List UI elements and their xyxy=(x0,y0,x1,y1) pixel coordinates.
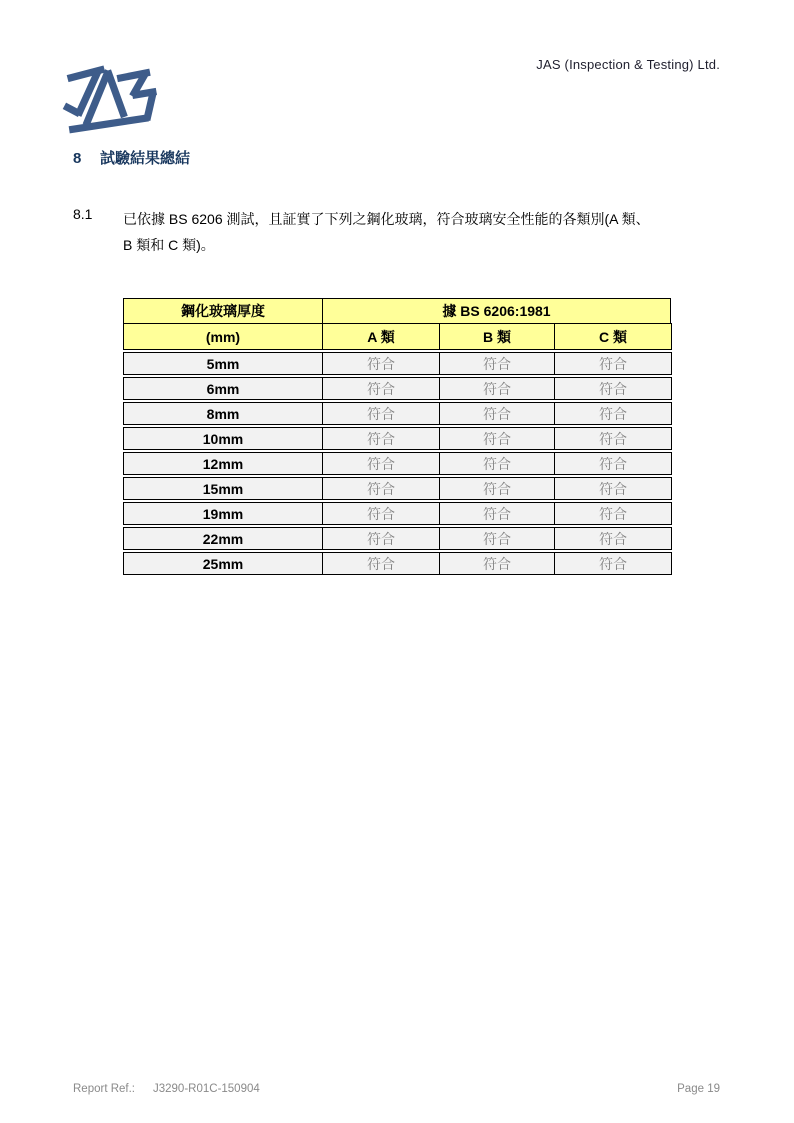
header-class-b: B 類 xyxy=(439,323,555,350)
header-thickness: 鋼化玻璃厚度 xyxy=(123,298,323,324)
row-class-c-result: 符合 xyxy=(554,527,672,550)
row-thickness: 15mm xyxy=(123,477,323,500)
clause-number: 8.1 xyxy=(73,206,93,222)
table-header-row-2 xyxy=(123,323,672,350)
clause-line-2: B 類和 C 類)。 xyxy=(123,237,215,253)
row-class-a-result: 符合 xyxy=(322,502,440,525)
page-footer xyxy=(73,1083,720,1095)
page-number: Page 19 xyxy=(677,1083,720,1095)
header-standard: 據 BS 6206:1981 xyxy=(322,298,671,324)
row-thickness: 25mm xyxy=(123,552,323,575)
table-header-row-1 xyxy=(123,298,672,324)
row-class-b-result: 符合 xyxy=(439,527,555,550)
report-ref-value: J3290-R01C-150904 xyxy=(153,1083,260,1095)
row-class-a-result: 符合 xyxy=(322,552,440,575)
row-class-c-result: 符合 xyxy=(554,477,672,500)
header-unit: (mm) xyxy=(123,323,323,350)
clause-text xyxy=(123,206,723,258)
table-row xyxy=(123,502,672,525)
table-row xyxy=(123,427,672,450)
row-thickness: 12mm xyxy=(123,452,323,475)
clause-line-1: 已依據 BS 6206 測試，且証實了下列之鋼化玻璃，符合玻璃安全性能的各類別(A 類、 xyxy=(123,211,650,227)
row-class-b-result: 符合 xyxy=(439,402,555,425)
row-class-c-result: 符合 xyxy=(554,502,672,525)
section-title: 試驗結果總結 xyxy=(100,150,191,167)
table-row xyxy=(123,402,672,425)
table-row xyxy=(123,452,672,475)
row-thickness: 8mm xyxy=(123,402,323,425)
row-class-b-result: 符合 xyxy=(439,552,555,575)
table-row xyxy=(123,527,672,550)
row-class-c-result: 符合 xyxy=(554,402,672,425)
row-class-a-result: 符合 xyxy=(322,477,440,500)
header-class-c: C 類 xyxy=(554,323,672,350)
row-class-b-result: 符合 xyxy=(439,377,555,400)
row-class-b-result: 符合 xyxy=(439,352,555,375)
row-thickness: 19mm xyxy=(123,502,323,525)
table-row xyxy=(123,477,672,500)
table-row xyxy=(123,352,672,375)
row-class-b-result: 符合 xyxy=(439,452,555,475)
row-class-c-result: 符合 xyxy=(554,352,672,375)
report-ref xyxy=(73,1083,260,1095)
header-class-a: A 類 xyxy=(322,323,440,350)
company-name: JAS (Inspection & Testing) Ltd. xyxy=(536,57,720,72)
section-number: 8 xyxy=(73,150,82,167)
jas-logo xyxy=(58,50,162,136)
report-ref-label: Report Ref.: xyxy=(73,1083,135,1095)
row-class-c-result: 符合 xyxy=(554,552,672,575)
row-class-a-result: 符合 xyxy=(322,352,440,375)
table-row xyxy=(123,377,672,400)
row-class-a-result: 符合 xyxy=(322,527,440,550)
table-row xyxy=(123,552,672,575)
row-class-b-result: 符合 xyxy=(439,502,555,525)
row-class-a-result: 符合 xyxy=(322,452,440,475)
row-thickness: 6mm xyxy=(123,377,323,400)
row-class-c-result: 符合 xyxy=(554,377,672,400)
row-class-b-result: 符合 xyxy=(439,477,555,500)
row-class-c-result: 符合 xyxy=(554,452,672,475)
clause-8-1 xyxy=(73,206,723,258)
row-thickness: 5mm xyxy=(123,352,323,375)
row-class-a-result: 符合 xyxy=(322,402,440,425)
row-class-a-result: 符合 xyxy=(322,427,440,450)
section-heading xyxy=(73,147,190,168)
row-class-c-result: 符合 xyxy=(554,427,672,450)
row-thickness: 10mm xyxy=(123,427,323,450)
row-thickness: 22mm xyxy=(123,527,323,550)
row-class-a-result: 符合 xyxy=(322,377,440,400)
row-class-b-result: 符合 xyxy=(439,427,555,450)
results-table xyxy=(123,298,672,575)
